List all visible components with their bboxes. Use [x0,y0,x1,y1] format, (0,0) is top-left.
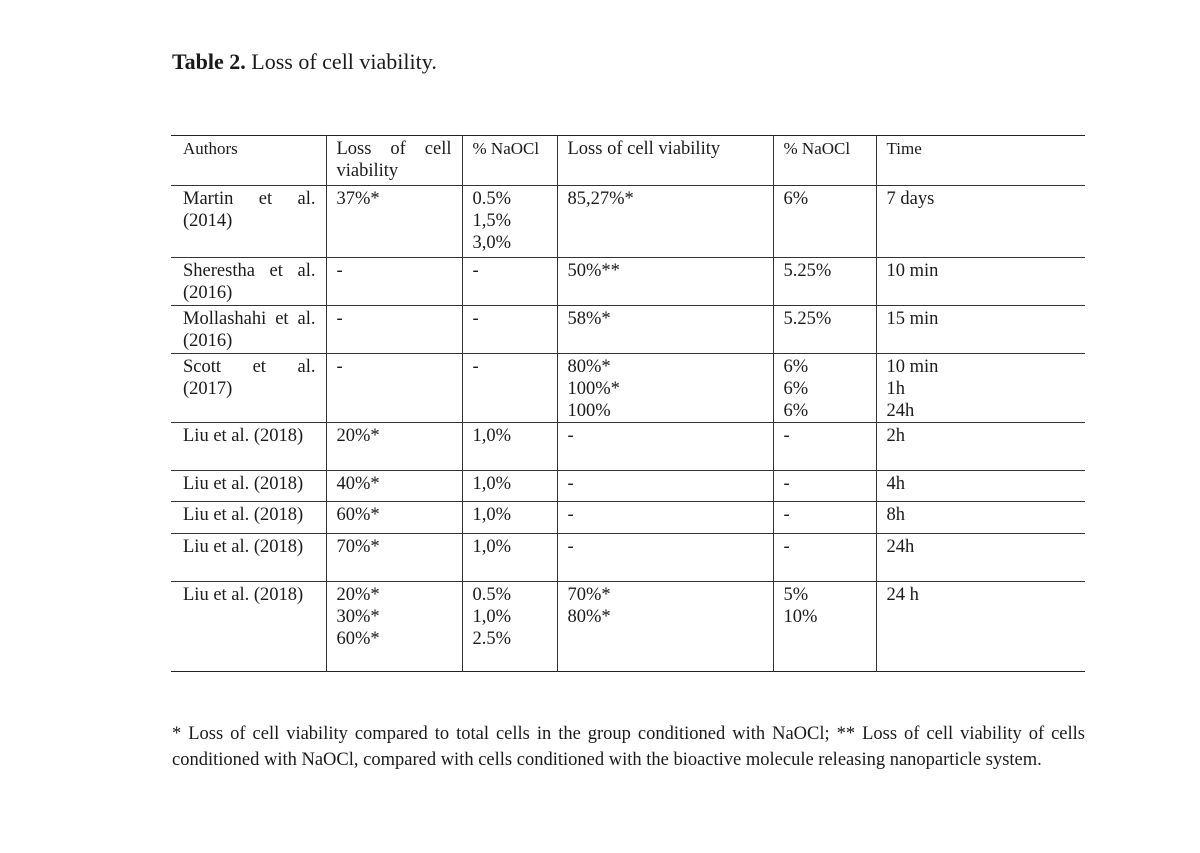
cell-value: 100%* [567,379,620,399]
cell-value: 58%* [567,309,611,329]
header-loss-of-cell-viability-1: Loss of cell viability [326,136,462,186]
table-row [171,306,1085,354]
cell-value: 3,0% [472,233,512,253]
cell-value: 10 min [886,261,939,281]
cell-value: 1,0% [472,607,512,627]
time-cell [876,534,1085,582]
cell-value: 4h [886,474,905,494]
naocl-2-cell [773,471,876,502]
cell-value: 40%* [336,474,380,494]
cell-value: 2.5% [472,629,512,649]
author-cell: Liu et al. (2018) [183,474,304,494]
loss-of-cell-viability-2-cell [557,186,773,258]
cell-value: 6% [783,189,809,209]
loss-of-cell-viability-cell [326,306,462,354]
cell-value: 2h [886,426,905,446]
cell-value: - [783,505,790,525]
cell-value: - [567,505,574,525]
cell-value: 80%* [567,607,611,627]
cell-value: - [783,426,790,446]
cell-value: 1h [886,379,905,399]
cell-value: 60%* [336,629,380,649]
table-row [171,502,1085,534]
cell-value: 0.5% [472,189,512,209]
loss-of-cell-viability-cell [326,186,462,258]
cell-value: - [783,474,790,494]
naocl-cell [462,186,557,258]
header-loss-of-cell-viability-2: Loss of cell viability [557,136,773,186]
naocl-cell [462,534,557,582]
cell-value: 10% [783,607,818,627]
cell-value: - [567,426,574,446]
cell-value: - [472,261,479,281]
cell-value: 20%* [336,585,380,605]
header-authors: Authors [183,139,238,158]
cell-value: - [336,261,343,281]
cell-value: 30%* [336,607,380,627]
time-cell [876,502,1085,534]
header-naocl-2: % NaOCl [773,136,876,186]
time-cell [876,306,1085,354]
naocl-2-cell [773,354,876,423]
cell-value: 24h [886,537,915,557]
time-cell [876,423,1085,471]
loss-of-cell-viability-cell [326,534,462,582]
cell-value: 24 h [886,585,919,605]
table-footnote: * Loss of cell viability compared to total cells in the group conditioned with NaOCl; ** Loss of cell viability of cells conditioned with NaOCl, compared with cells conditioned with the bioactive molecule releasing nanoparticle system. [172,724,1085,770]
naocl-2-cell [773,306,876,354]
cell-value: 1,0% [472,505,512,525]
loss-of-cell-viability-2-cell [557,582,773,672]
cell-value: - [336,357,343,377]
author-cell: Martin et al. (2014) [183,189,316,231]
time-cell [876,471,1085,502]
header-time: Time [876,136,1085,186]
naocl-cell [462,258,557,306]
cell-value: 0.5% [472,585,512,605]
cell-value: 20%* [336,426,380,446]
time-cell [876,354,1085,423]
naocl-2-cell [773,582,876,672]
time-cell [876,258,1085,306]
cell-value: 15 min [886,309,939,329]
table-row [171,423,1085,471]
cell-value: 6% [783,401,809,421]
naocl-cell [462,471,557,502]
cell-value: 1,5% [472,211,512,231]
author-cell: Liu et al. (2018) [183,585,304,605]
cell-value: 5.25% [783,309,832,329]
cell-value: 100% [567,401,611,421]
cell-value: 1,0% [472,474,512,494]
naocl-cell [462,306,557,354]
naocl-cell [462,423,557,471]
cell-value: 1,0% [472,426,512,446]
cell-value: - [336,309,343,329]
naocl-cell [462,582,557,672]
author-cell: Liu et al. (2018) [183,537,304,557]
author-cell: Sherestha et al. (2016) [183,261,316,303]
loss-of-cell-viability-cell [326,471,462,502]
naocl-2-cell [773,186,876,258]
cell-value: 80%* [567,357,611,377]
naocl-2-cell [773,502,876,534]
cell-value: 10 min [886,357,939,377]
loss-of-cell-viability-2-cell [557,471,773,502]
naocl-2-cell [773,423,876,471]
cell-value: 8h [886,505,905,525]
author-cell: Liu et al. (2018) [183,505,304,525]
cell-value: - [472,357,479,377]
cell-value: 6% [783,379,809,399]
table-row [171,186,1085,258]
table-row [171,534,1085,582]
table-body [171,186,1085,672]
table-header-row [171,136,1085,186]
loss-of-cell-viability-cell [326,354,462,423]
header-naocl-1: % NaOCl [462,136,557,186]
cell-value: 85,27%* [567,189,634,209]
author-cell: Scott et al. (2017) [183,357,316,399]
table-row [171,354,1085,423]
naocl-2-cell [773,258,876,306]
cell-value: 6% [783,357,809,377]
table-title-text: Loss of cell viability. [251,49,437,74]
cell-value: - [472,309,479,329]
cell-value: 24h [886,401,915,421]
loss-of-cell-viability-2-cell [557,534,773,582]
loss-of-cell-viability-cell [326,423,462,471]
loss-of-cell-viability-cell [326,582,462,672]
cell-value: 5% [783,585,809,605]
cell-value: 70%* [336,537,380,557]
loss-of-cell-viability-2-cell [557,258,773,306]
naocl-cell [462,354,557,423]
cell-value: 7 days [886,189,935,209]
loss-of-cell-viability-2-cell [557,423,773,471]
author-cell: Mollashahi et al. (2016) [183,309,316,351]
cell-viability-table [171,135,1085,672]
loss-of-cell-viability-2-cell [557,306,773,354]
naocl-cell [462,502,557,534]
table-row [171,258,1085,306]
table-row [171,582,1085,672]
cell-value: - [783,537,790,557]
loss-of-cell-viability-cell [326,502,462,534]
loss-of-cell-viability-cell [326,258,462,306]
cell-value: 5.25% [783,261,832,281]
author-cell: Liu et al. (2018) [183,426,304,446]
time-cell [876,186,1085,258]
loss-of-cell-viability-2-cell [557,502,773,534]
cell-value: 50%** [567,261,620,281]
loss-of-cell-viability-2-cell [557,354,773,423]
cell-value: - [567,474,574,494]
cell-value: - [567,537,574,557]
time-cell [876,582,1085,672]
cell-value: 60%* [336,505,380,525]
cell-value: 70%* [567,585,611,605]
naocl-2-cell [773,534,876,582]
table-title-label: Table 2. [172,49,246,74]
cell-value: 37%* [336,189,380,209]
table-title [172,49,437,75]
cell-value: 1,0% [472,537,512,557]
table-row [171,471,1085,502]
